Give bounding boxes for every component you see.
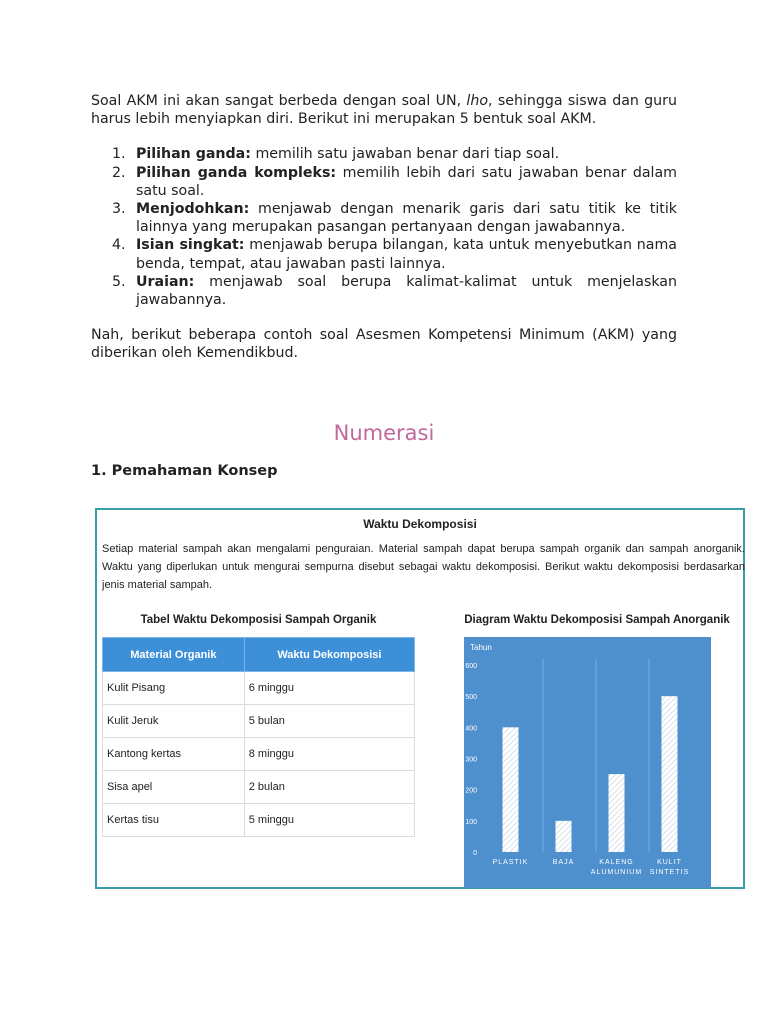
question-types-list [91,145,677,309]
column-header: Material Organik [103,638,245,672]
chart-svg [464,637,711,888]
table-cell: 5 bulan [244,705,414,738]
list-item: 2. Pilihan ganda kompleks: memilih lebih dari satu jawaban benar dalam satu soal. [112,164,677,199]
table-cell: 5 minggu [244,804,414,837]
figure-title: Waktu Dekomposisi [363,517,477,531]
y-tick-label: 500 [465,694,477,702]
table-cell: Kantong kertas [103,738,245,771]
x-tick-label: BAJA [552,859,575,866]
y-tick-label: 100 [465,818,477,826]
list-item: 1. Pilihan ganda: memilih satu jawaban benar dari tiap soal. [112,146,560,163]
x-tick-label: ALUMUNIUM [590,869,643,876]
organic-decomposition-table [102,637,415,837]
table-row [103,771,415,804]
table-cell: 6 minggu [244,672,414,705]
bar [556,821,572,852]
closing-paragraph: Nah, berikut beberapa contoh soal Asesmen Kompetensi Minimum (AKM) yang diberikan oleh Kemendikbud. [91,327,677,362]
y-tick-label: 200 [465,787,477,795]
sub-title: 1. Pemahaman Konsep [91,463,278,479]
table-cell: Kulit Pisang [103,672,245,705]
x-tick-label: PLASTIK [492,859,529,866]
table-cell: 8 minggu [244,738,414,771]
table-cell: Sisa apel [103,771,245,804]
column-header: Waktu Dekomposisi [244,638,414,672]
article-body [91,92,677,363]
table-row [103,804,415,837]
chart-title: Diagram Waktu Dekomposisi Sampah Anorganik [464,614,730,626]
figure-description: Setiap material sampah akan mengalami penguraian. Material sampah dapat berupa sampah organik dan sampah anorganik. Waktu yang diperlukan untuk mengurai sempurna disebut sebagai waktu dekomposisi. Berikut waktu dekomposisi berdasarkan jenis material sampah. [102,543,745,591]
table-row [103,705,415,738]
x-tick-label: KULIT [657,859,682,866]
table-cell: Kertas tisu [103,804,245,837]
table-title: Tabel Waktu Dekomposisi Sampah Organik [140,614,377,626]
list-item: 5. Uraian: menjawab soal berupa kalimat-kalimat untuk menjelaskan jawabannya. [112,273,677,309]
section-title: Numerasi [333,421,435,445]
bar [609,774,625,852]
bar [503,727,519,852]
question-figure [95,508,745,889]
y-tick-label: 400 [465,725,477,733]
x-tick-label: SINTETIS [649,869,690,876]
table-cell: 2 bulan [244,771,414,804]
y-tick-label: 600 [465,663,477,670]
y-tick-label: 300 [465,756,477,764]
list-item: 4. Isian singkat: menjawab berupa bilangan, kata untuk menyebutkan nama benda, tempat, atau jawaban pasti lainnya. [112,237,677,272]
x-tick-label: KALENG [599,859,634,866]
bar [662,696,678,852]
inorganic-decomposition-chart [464,637,711,888]
list-item: 3. Menjodohkan: menjawab dengan menarik garis dari satu titik ke titik lainnya yang merupakan pasangan pertanyaan dengan jawabannya. [112,201,677,236]
table-row [103,738,415,771]
table-row [103,672,415,705]
emphasis-lho: lho [466,93,489,109]
y-axis-label: Tahun [470,643,492,652]
intro-paragraph: Soal AKM ini akan sangat berbeda dengan soal UN, lho, sehingga siswa dan guru harus lebih menyiapkan diri. Berikut ini merupakan 5 bentuk soal AKM. [91,93,677,128]
y-tick-label: 0 [473,850,477,857]
table-header-row [103,638,415,672]
table-cell: Kulit Jeruk [103,705,245,738]
